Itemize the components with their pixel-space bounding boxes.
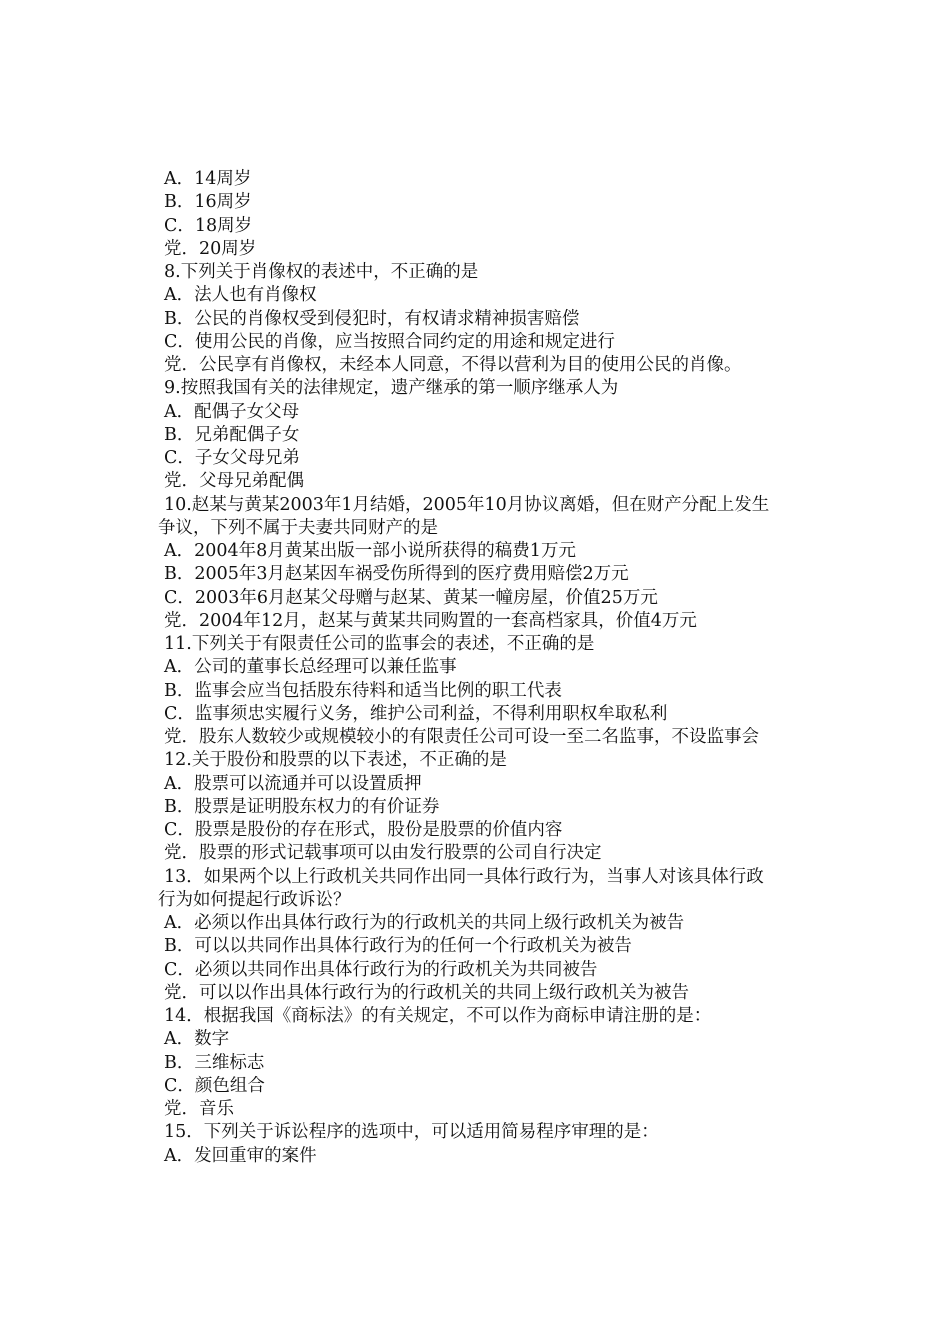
question-line: 13．如果两个以上行政机关共同作出同一具体行政行为，当事人对该具体行政	[164, 866, 764, 887]
option-line: B．股票是证明股东权力的有价证券	[164, 796, 440, 817]
continuation-line: 争议，下列不属于夫妻共同财产的是	[158, 517, 438, 538]
option-line: B．兄弟配偶子女	[164, 424, 300, 445]
option-line: A．公司的董事长总经理可以兼任监事	[164, 657, 457, 678]
option-line: B．公民的肖像权受到侵犯时，有权请求精神损害赔偿	[164, 308, 580, 329]
question-line: 8.下列关于肖像权的表述中，不正确的是	[164, 262, 479, 282]
option-line: A．配偶子女父母	[164, 401, 300, 422]
option-line: B．监事会应当包括股东待料和适当比例的职工代表	[164, 680, 562, 701]
option-line: A．股票可以流通并可以设置质押	[164, 773, 422, 794]
option-line: A．14周岁	[164, 169, 252, 189]
option-line: B．可以以共同作出具体行政行为的任何一个行政机关为被告	[164, 936, 632, 957]
option-line: C．股票是股份的存在形式，股份是股票的价值内容	[164, 820, 563, 840]
question-line: 15．下列关于诉讼程序的选项中，可以适用简易程序审理的是：	[164, 1122, 659, 1143]
option-line: A．2004年8月黄某出版一部小说所获得的稿费1万元	[164, 541, 576, 561]
option-line: 党．股东人数较少或规模较小的有限责任公司可设一至二名监事，不设监事会	[164, 727, 759, 747]
option-line: 党．父母兄弟配偶	[164, 471, 304, 492]
option-line: A．法人也有肖像权	[164, 285, 317, 306]
question-line: 9.按照我国有关的法律规定，遗产继承的第一顺序继承人为	[164, 378, 619, 399]
option-line: C．使用公民的肖像，应当按照合同约定的用途和规定进行	[164, 331, 615, 352]
option-line: 党．音乐	[164, 1099, 234, 1119]
continuation-line: 行为如何提起行政诉讼？	[158, 889, 351, 910]
option-line: B．三维标志	[164, 1052, 265, 1073]
option-line: B．16周岁	[164, 192, 252, 213]
option-line: C．必须以共同作出具体行政行为的行政机关为共同被告	[164, 959, 598, 980]
document-body	[158, 168, 834, 1168]
option-line: A．发回重审的案件	[164, 1145, 317, 1166]
option-line: A．数字	[164, 1029, 230, 1050]
option-line: A．必须以作出具体行政行为的行政机关的共同上级行政机关为被告	[164, 913, 685, 933]
question-line: 14．根据我国《商标法》的有关规定，不可以作为商标申请注册的是：	[164, 1006, 712, 1026]
question-line: 12.关于股份和股票的以下表述，不正确的是	[164, 750, 507, 771]
option-line: 党．公民享有肖像权，未经本人同意，不得以营利为目的使用公民的肖像。	[164, 355, 742, 375]
option-line: C．18周岁	[164, 215, 253, 236]
option-line: C．子女父母兄弟	[164, 448, 300, 468]
question-line: 11.下列关于有限责任公司的监事会的表述，不正确的是	[164, 634, 595, 654]
option-line: C．2003年6月赵某父母赠与赵某、黄某一幢房屋，价值25万元	[164, 587, 658, 608]
option-line: 党．可以以作出具体行政行为的行政机关的共同上级行政机关为被告	[164, 982, 689, 1003]
option-line: 党．2004年12月，赵某与黄某共同购置的一套高档家具，价值4万元	[164, 610, 697, 631]
option-line: 党．20周岁	[164, 238, 257, 259]
option-line: 党．股票的形式记载事项可以由发行股票的公司自行决定	[164, 843, 602, 864]
option-line: B．2005年3月赵某因车祸受伤所得到的医疗费用赔偿2万元	[164, 564, 629, 585]
option-line: C．监事须忠实履行义务，维护公司利益，不得利用职权牟取私利	[164, 703, 668, 724]
option-line: C．颜色组合	[164, 1075, 265, 1096]
question-line: 10.赵某与黄某2003年1月结婚，2005年10月协议离婚，但在财产分配上发生	[164, 494, 770, 515]
